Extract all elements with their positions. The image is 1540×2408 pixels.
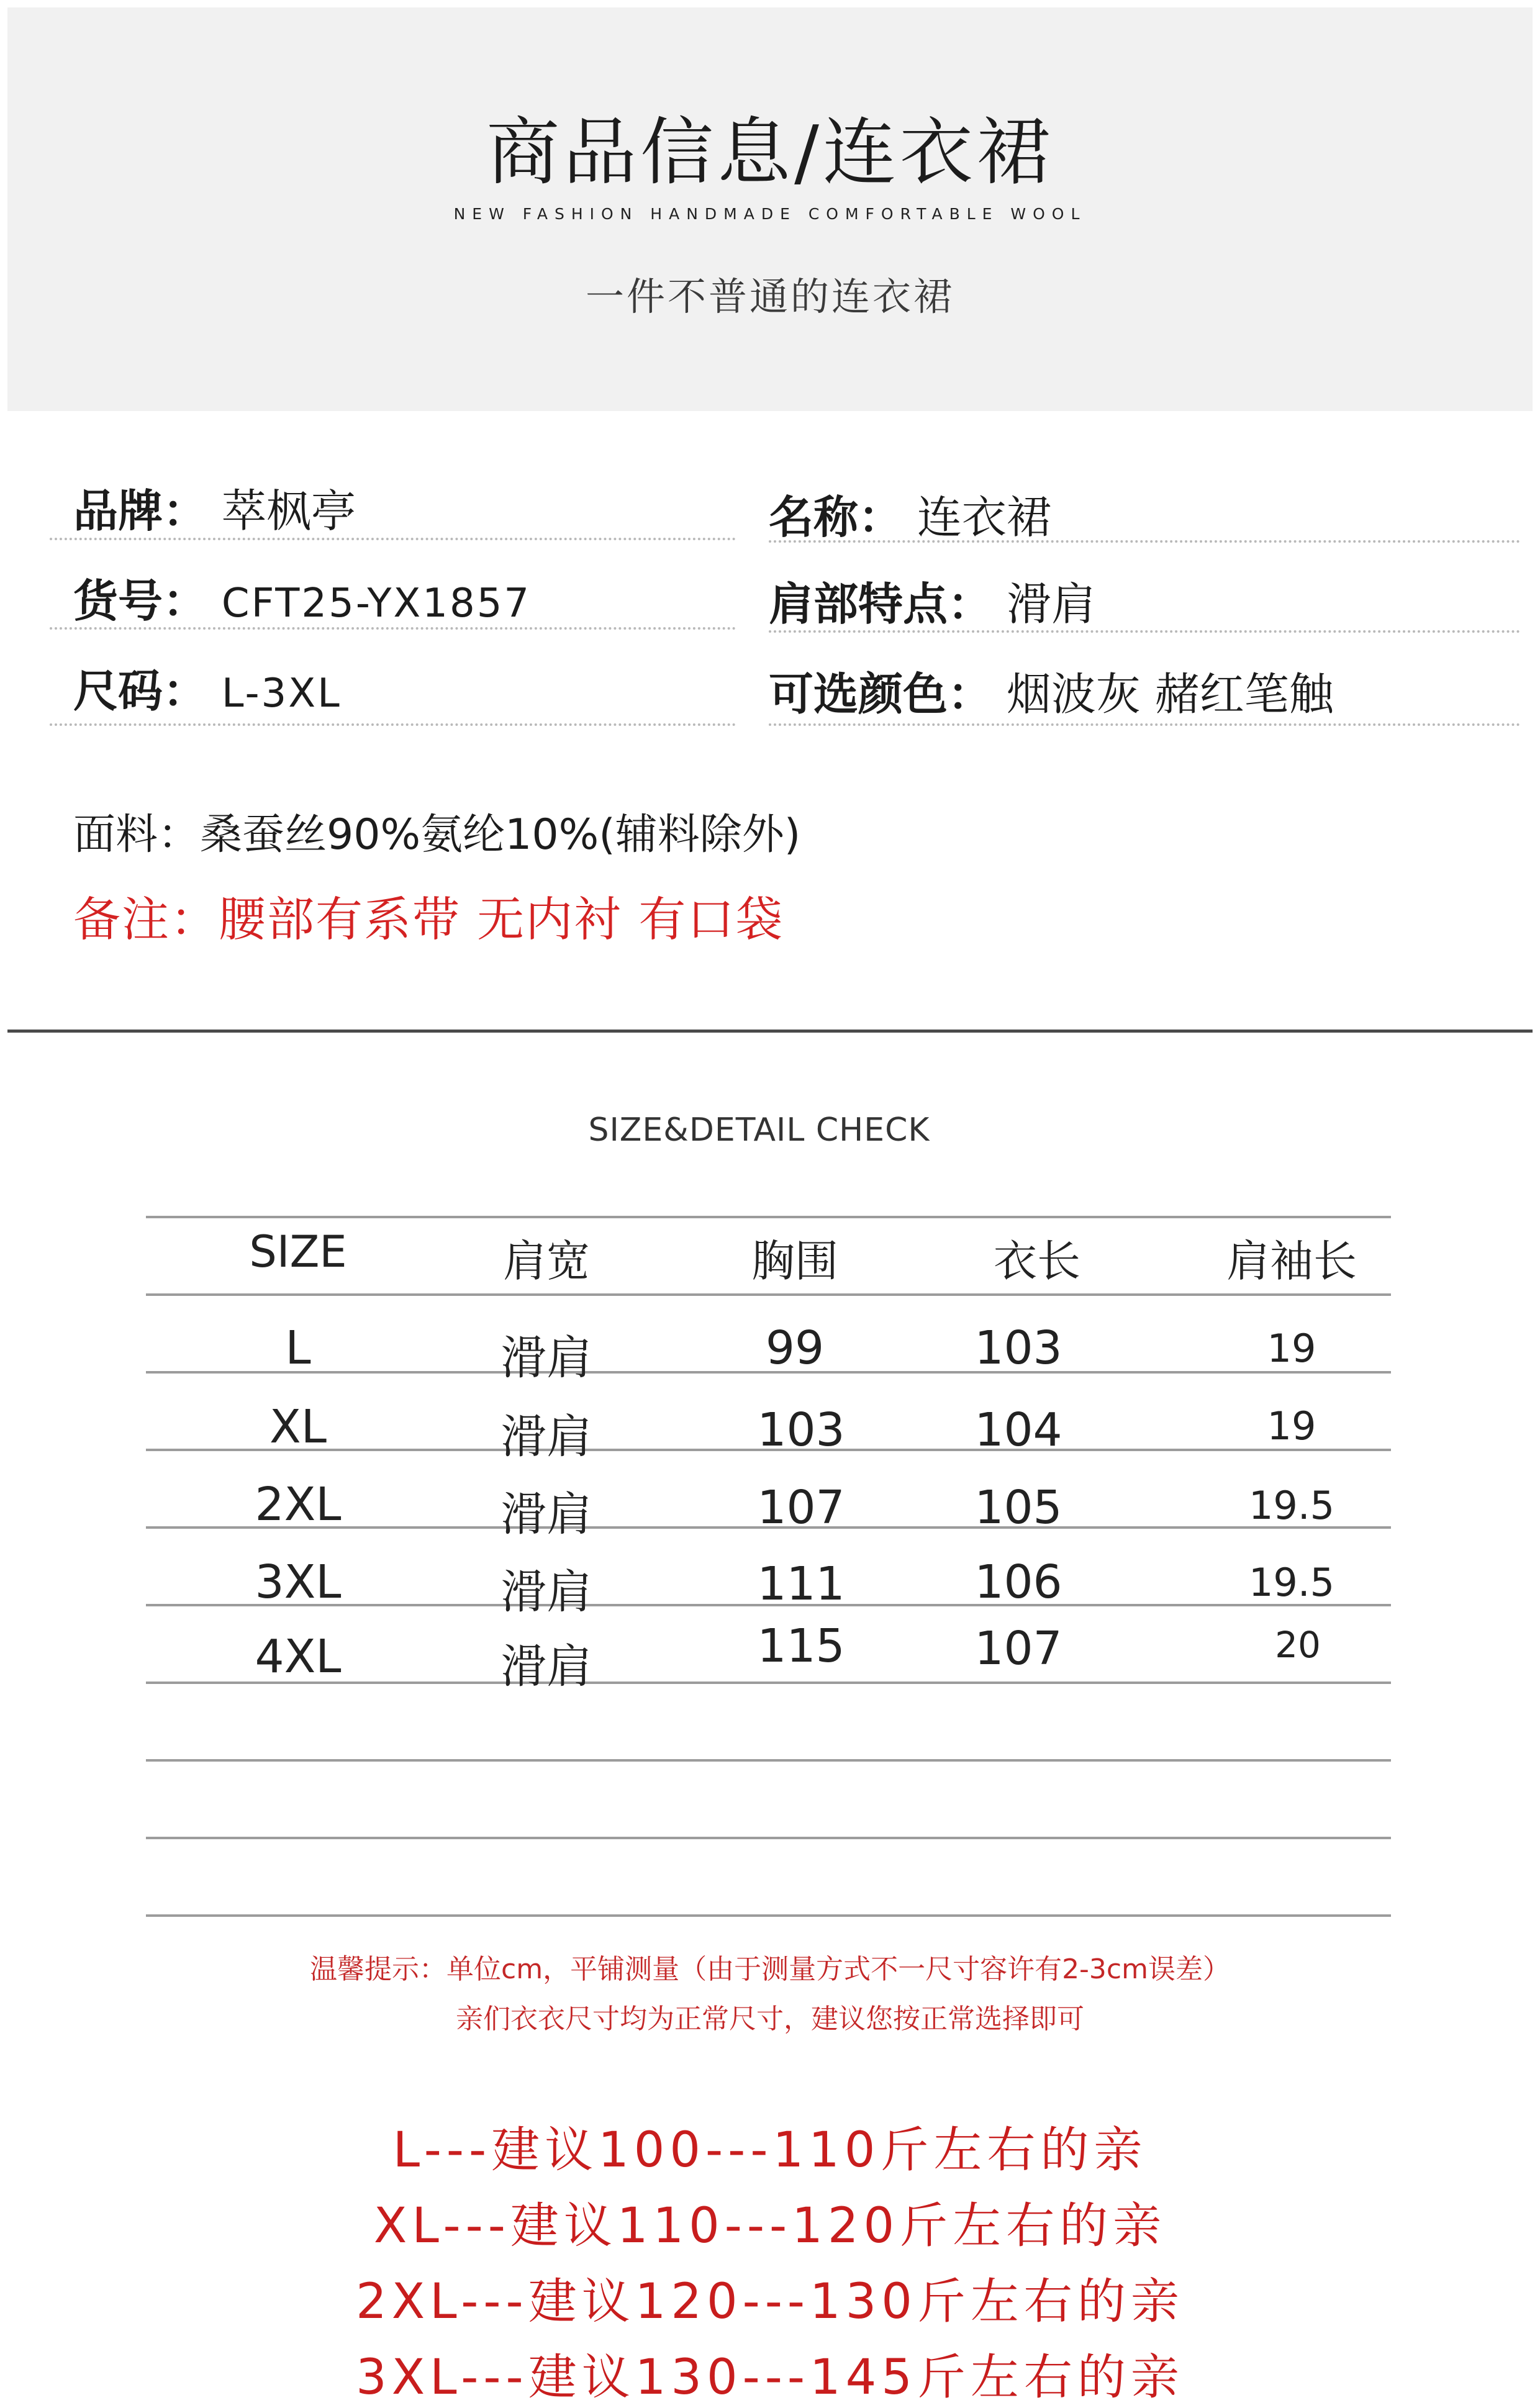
info-shoulder-value: 滑肩	[1006, 578, 1096, 630]
weight-recommendation: L---建议100---110斤左右的亲	[392, 2122, 1148, 2178]
header-subtitle: 一件不普通的连衣裙	[585, 274, 954, 319]
weight-recommendation: 3XL---建议130---145斤左右的亲	[356, 2350, 1184, 2406]
size-tip-line2: 亲们衣衣尺寸均为正常尺寸，建议您按正常选择即可	[456, 2003, 1084, 2035]
info-name-value: 连衣裙	[917, 491, 1051, 543]
table-line	[146, 1293, 1391, 1296]
info-sku-label: 货号：	[73, 575, 208, 627]
table-cell: 103	[974, 1321, 1062, 1375]
header-tagline: NEW FASHION HANDMADE COMFORTABLE WOOL	[453, 205, 1087, 223]
weight-recommendation: XL---建议110---120斤左右的亲	[373, 2198, 1167, 2254]
size-tip-line1: 温馨提示：单位cm，平铺测量（由于测量方式不一尺寸容许有2-3cm误差）	[310, 1953, 1230, 1985]
info-brand-value: 萃枫亭	[221, 485, 356, 537]
table-cell: 滑肩	[500, 1331, 592, 1385]
table-cell: 111	[757, 1557, 845, 1611]
info-shoulder	[769, 568, 1096, 633]
table-cell: 19	[1267, 1403, 1316, 1449]
fabric-info: 面料：桑蚕丝90%氨纶10%(辅料除外)	[73, 810, 801, 859]
info-sku	[73, 565, 531, 630]
header-cell-bust: 胸围	[751, 1236, 838, 1287]
info-brand-label: 品牌：	[73, 485, 208, 537]
info-name-label: 名称：	[769, 491, 904, 543]
table-cell: 2XL	[255, 1478, 342, 1531]
info-size-label: 尺码：	[73, 665, 208, 717]
header-cell-sleeve: 肩袖长	[1226, 1236, 1357, 1287]
info-sku-value: CFT25-YX1857	[221, 581, 532, 627]
table-line	[146, 1914, 1391, 1917]
header-cell-size: SIZE	[249, 1226, 347, 1277]
info-name	[769, 481, 1051, 546]
table-cell: 106	[974, 1555, 1062, 1609]
size-table-heading: SIZE&DETAIL CHECK	[588, 1111, 930, 1149]
table-cell: 99	[765, 1321, 825, 1375]
header-cell-shoulder: 肩宽	[503, 1236, 590, 1287]
table-cell: 滑肩	[500, 1640, 592, 1693]
table-line	[146, 1837, 1391, 1839]
table-cell: 4XL	[255, 1630, 342, 1683]
table-cell: 19.5	[1248, 1483, 1335, 1528]
table-cell: 滑肩	[500, 1410, 592, 1464]
table-cell: XL	[270, 1400, 327, 1454]
remark-note: 备注：腰部有系带 无内衬 有口袋	[73, 892, 784, 947]
info-color-label: 可选颜色：	[769, 668, 993, 720]
table-cell: 104	[974, 1403, 1062, 1457]
table-cell: 20	[1275, 1624, 1321, 1666]
table-cell: 滑肩	[500, 1565, 592, 1619]
info-size	[73, 655, 342, 720]
info-size-value: L-3XL	[221, 671, 342, 717]
header-cell-length: 衣长	[994, 1236, 1080, 1287]
info-divider	[50, 723, 736, 726]
table-cell: 19	[1267, 1326, 1316, 1371]
table-cell: 105	[974, 1481, 1062, 1534]
info-divider	[50, 627, 736, 630]
table-cell: 19.5	[1248, 1560, 1335, 1605]
table-line	[146, 1216, 1391, 1218]
table-cell: 3XL	[255, 1555, 342, 1609]
section-divider	[7, 1030, 1533, 1033]
table-cell: 115	[757, 1619, 845, 1673]
table-cell: 103	[757, 1403, 845, 1457]
info-divider	[769, 540, 1520, 543]
info-divider	[769, 630, 1520, 633]
table-cell: L	[285, 1321, 311, 1375]
table-cell: 滑肩	[500, 1488, 592, 1541]
info-color-value: 烟波灰 赭红笔触	[1006, 668, 1334, 720]
page-title: 商品信息/连衣裙	[486, 109, 1054, 195]
table-line	[146, 1759, 1391, 1762]
info-divider	[769, 723, 1520, 726]
info-color	[769, 658, 1334, 723]
info-shoulder-label: 肩部特点：	[769, 578, 993, 630]
table-cell: 107	[757, 1481, 845, 1534]
table-cell: 107	[974, 1622, 1062, 1675]
weight-recommendation: 2XL---建议120---130斤左右的亲	[356, 2274, 1184, 2330]
info-brand	[73, 475, 356, 540]
info-divider	[50, 538, 736, 540]
